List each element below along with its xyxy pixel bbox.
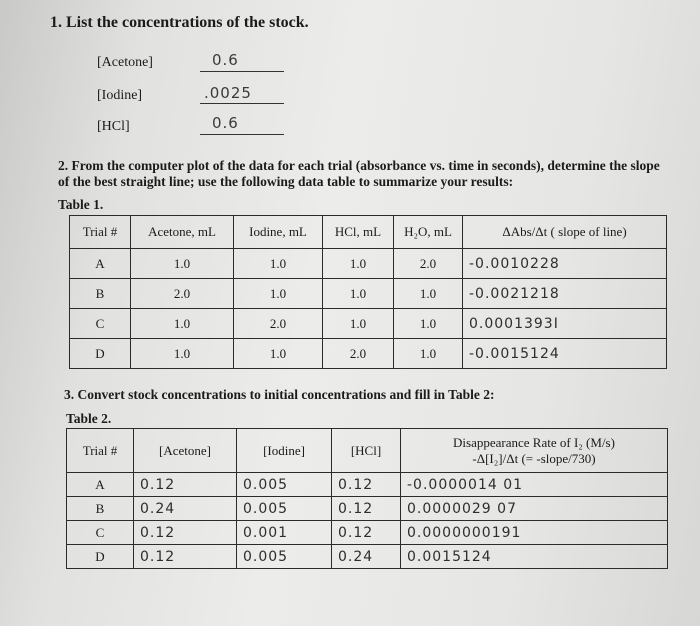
cell-trial: D xyxy=(67,545,134,569)
header-hcl: HCl, mL xyxy=(323,216,394,249)
table-1-caption: Table 1. xyxy=(58,197,104,212)
cell-iodine: 1.0 xyxy=(234,279,323,309)
cell-trial: B xyxy=(67,497,134,521)
cell-rate: 0.0015124 xyxy=(401,545,668,569)
cell-trial: B xyxy=(70,279,131,309)
cell-iodine: 1.0 xyxy=(234,249,323,279)
cell-trial: D xyxy=(70,339,131,369)
cell-hcl: 0.12 xyxy=(332,521,401,545)
cell-hcl: 0.24 xyxy=(332,545,401,569)
table-row xyxy=(67,497,668,521)
iodine-underline xyxy=(200,103,284,104)
iodine-value: .0025 xyxy=(204,84,252,102)
cell-trial: A xyxy=(67,473,134,497)
acetone-underline xyxy=(200,71,284,72)
cell-acetone: 0.24 xyxy=(134,497,237,521)
table-2-caption: Table 2. xyxy=(66,411,112,426)
header-iodine: [Iodine] xyxy=(237,429,332,473)
header-rate xyxy=(401,429,668,473)
cell-slope: -0.0021218 xyxy=(463,279,667,309)
header-rate-line1: Disappearance Rate of I₂ (M/s) xyxy=(453,434,615,450)
cell-trial: C xyxy=(67,521,134,545)
header-slope: ΔAbs/Δt ( slope of line) xyxy=(463,216,667,249)
cell-hcl: 2.0 xyxy=(323,339,394,369)
cell-hcl: 1.0 xyxy=(323,279,394,309)
table-row xyxy=(70,309,667,339)
table-row xyxy=(67,545,668,569)
hcl-underline xyxy=(200,134,284,135)
cell-rate: 0.0000029 07 xyxy=(401,497,668,521)
hcl-label: [HCl] xyxy=(97,119,130,134)
cell-iodine: 0.001 xyxy=(237,521,332,545)
cell-rate: -0.0000014 01 xyxy=(401,473,668,497)
cell-slope: -0.0010228 xyxy=(463,249,667,279)
cell-water: 2.0 xyxy=(394,249,463,279)
question-2-text: 2. From the computer plot of the data for each trial (absorbance vs. time in seconds), determine the slope of the best straight line; use the following data table to summarize your results: xyxy=(58,158,660,189)
cell-iodine: 0.005 xyxy=(237,545,332,569)
table-row xyxy=(67,473,668,497)
cell-water: 1.0 xyxy=(394,339,463,369)
question-1-title: 1. List the concentrations of the stock. xyxy=(50,14,309,31)
table-row xyxy=(67,521,668,545)
table-row xyxy=(70,279,667,309)
header-acetone: Acetone, mL xyxy=(131,216,234,249)
acetone-label: [Acetone] xyxy=(97,55,153,70)
hcl-value: 0.6 xyxy=(212,114,239,132)
cell-slope: 0.0001393I xyxy=(463,309,667,339)
table-1 xyxy=(69,215,667,369)
acetone-value: 0.6 xyxy=(212,51,239,69)
header-hcl: [HCl] xyxy=(332,429,401,473)
cell-trial: C xyxy=(70,309,131,339)
cell-iodine: 1.0 xyxy=(234,339,323,369)
cell-water: 1.0 xyxy=(394,279,463,309)
table-2 xyxy=(66,428,668,569)
cell-iodine: 2.0 xyxy=(234,309,323,339)
cell-acetone: 1.0 xyxy=(131,309,234,339)
cell-iodine: 0.005 xyxy=(237,497,332,521)
header-trial: Trial # xyxy=(70,216,131,249)
table-row xyxy=(70,339,667,369)
cell-acetone: 1.0 xyxy=(131,339,234,369)
cell-iodine: 0.005 xyxy=(237,473,332,497)
cell-acetone: 1.0 xyxy=(131,249,234,279)
cell-acetone: 0.12 xyxy=(134,521,237,545)
cell-slope: -0.0015124 xyxy=(463,339,667,369)
question-3-text: 3. Convert stock concentrations to initial concentrations and fill in Table 2: xyxy=(64,387,495,402)
header-acetone: [Acetone] xyxy=(134,429,237,473)
cell-water: 1.0 xyxy=(394,309,463,339)
cell-hcl: 1.0 xyxy=(323,309,394,339)
table-2-header-row xyxy=(67,429,668,473)
cell-hcl: 0.12 xyxy=(332,473,401,497)
header-trial: Trial # xyxy=(67,429,134,473)
cell-rate: 0.0000000191 xyxy=(401,521,668,545)
cell-hcl: 1.0 xyxy=(323,249,394,279)
header-iodine: Iodine, mL xyxy=(234,216,323,249)
table-1-header-row xyxy=(70,216,667,249)
cell-acetone: 0.12 xyxy=(134,545,237,569)
cell-trial: A xyxy=(70,249,131,279)
table-row xyxy=(70,249,667,279)
iodine-label: [Iodine] xyxy=(97,88,143,103)
header-rate-line2: -Δ[I₂]/Δt (= -slope/730) xyxy=(472,450,596,466)
header-water: H₂O, mL xyxy=(394,216,463,249)
cell-acetone: 2.0 xyxy=(131,279,234,309)
cell-acetone: 0.12 xyxy=(134,473,237,497)
cell-hcl: 0.12 xyxy=(332,497,401,521)
